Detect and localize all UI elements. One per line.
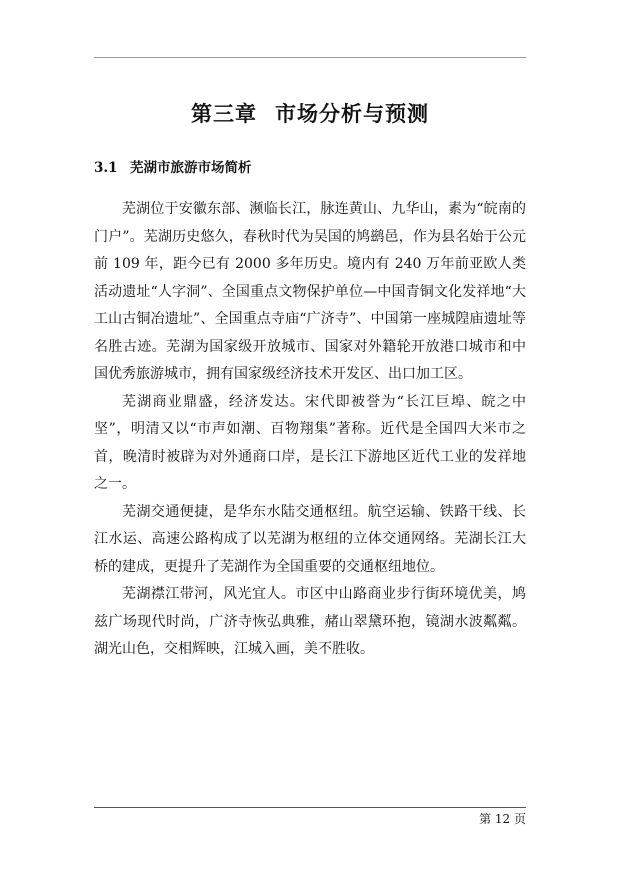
- body-text: [94, 196, 526, 664]
- paragraph-intro: 芜湖位于安徽东部、濒临长江，脉连黄山、九华山，素为“皖南的门户”。芜湖历史悠久，春秋时代为吴国的鸠鹚邑，作为县名始于公元前 109 年，距今已有 2000 多年历史。境内有 240 万年前亚欧人类活动遗址“人字洞”、全国重点文物保护单位—中国青铜文化发祥地“大工山古铜冶遗址”、全国重点寺庙“广济寺”、中国第一座城隍庙遗址等名胜古迹。芜湖为国家级开放城市、国家对外籍轮开放港口城市和中国优秀旅游城市，拥有国家级经济技术开发区、出口加工区。: [94, 201, 526, 382]
- section-number: 3.1: [94, 160, 118, 176]
- section-title: 芜湖市旅游市场简析: [130, 160, 252, 176]
- paragraph-scenery: 芜湖襟江带河，风光宜人。市区中山路商业步行街环境优美，鸠兹广场现代时尚，广济寺恢弘典雅，赭山翠黛环抱，镜湖水波粼粼。湖光山色，交相辉映，江城入画，美不胜收。: [94, 586, 526, 657]
- chapter-name: 市场分析与预测: [275, 101, 429, 126]
- paragraph-transport: 芜湖交通便捷，是华东水陆交通枢纽。航空运输、铁路干线、长江水运、高速公路构成了以芜湖为枢纽的立体交通网络。芜湖长江大桥的建成，更提升了芜湖作为全国重要的交通枢纽地位。: [94, 503, 526, 575]
- section-heading: [94, 156, 252, 176]
- chapter-title: [94, 98, 526, 128]
- footer-rule: [94, 807, 526, 808]
- chapter-label: 第三章: [191, 101, 257, 126]
- page-number: 第 12 页: [479, 812, 526, 826]
- header-rule: [94, 57, 526, 58]
- paragraph-commerce: 芜湖商业鼎盛，经济发达。宋代即被誉为“长江巨埠、皖之中坚”，明清又以“市声如潮、百物翔集”著称。近代是全国四大米市之首，晚清时被辟为对外通商口岸，是长江下游地区近代工业的发祥地之一。: [94, 393, 526, 492]
